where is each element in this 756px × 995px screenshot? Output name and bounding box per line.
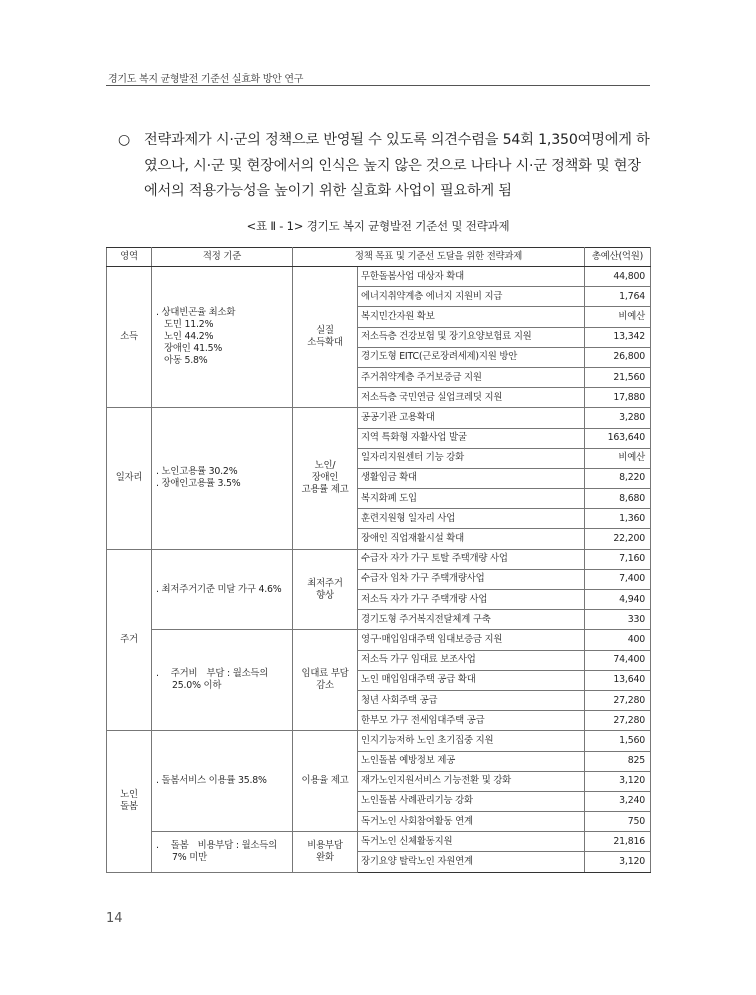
task-cell: 인지기능저하 노인 초기집중 지원 xyxy=(358,731,585,751)
criteria-line: 아동 5.8% xyxy=(164,355,208,367)
budget-cell: 400 xyxy=(585,630,651,650)
budget-cell: 1,560 xyxy=(585,731,651,751)
goal-line: 실질 xyxy=(316,325,334,337)
task-cell: 독거노인 사회참여활동 연계 xyxy=(358,812,585,832)
budget-cell: 21,560 xyxy=(585,367,651,387)
task-cell: 노인돌봄 예방정보 제공 xyxy=(358,751,585,771)
area-cell xyxy=(107,267,152,408)
budget-cell: 1,360 xyxy=(585,509,651,529)
goal-line: 고용률 제고 xyxy=(301,484,349,496)
budget-cell: 44,800 xyxy=(585,267,651,287)
table-row xyxy=(107,408,651,428)
task-cell: 영구·매입임대주택 임대보증금 지원 xyxy=(358,630,585,650)
budget-cell: 3,120 xyxy=(585,852,651,872)
area-cell xyxy=(107,731,152,872)
goal-line: 완화 xyxy=(316,851,334,863)
goal-cell xyxy=(293,549,358,630)
task-cell: 장기요양 탈락노인 자원연계 xyxy=(358,852,585,872)
criteria-line: . 상대빈곤율 최소화 xyxy=(156,307,236,319)
task-cell: 한부모 가구 전세임대주택 공급 xyxy=(358,711,585,731)
goal-cell xyxy=(293,408,358,549)
area-label: 돌봄 xyxy=(120,801,138,813)
task-cell: 장애인 직업재활시설 확대 xyxy=(358,529,585,549)
budget-cell: 21,816 xyxy=(585,832,651,852)
budget-cell: 13,640 xyxy=(585,670,651,690)
budget-cell: 163,640 xyxy=(585,428,651,448)
task-cell: 공공기관 고용확대 xyxy=(358,408,585,428)
header-area: 영역 xyxy=(107,248,152,267)
header-goal-tasks: 정책 목표 및 기준선 도달을 위한 전략과제 xyxy=(293,248,585,267)
paragraph-line: 에서의 적용가능성을 높이기 위한 실효화 사업이 필요하게 됨 xyxy=(144,183,512,199)
criteria-cell xyxy=(152,408,293,549)
header-divider xyxy=(106,85,650,86)
task-cell: 노인 매입임대주택 공급 확대 xyxy=(358,670,585,690)
goal-line: 장애인 xyxy=(311,472,339,484)
criteria-line: . 주거비 부담 : 월소득의 xyxy=(156,668,269,680)
budget-cell: 3,240 xyxy=(585,791,651,811)
task-cell: 재가노인지원서비스 기능전환 및 강화 xyxy=(358,771,585,791)
budget-cell: 비예산 xyxy=(585,307,651,327)
running-header: 경기도 복지 균형발전 기준선 실효화 방안 연구 xyxy=(108,74,304,85)
budget-cell: 27,280 xyxy=(585,690,651,710)
budget-cell: 13,342 xyxy=(585,327,651,347)
table-row xyxy=(107,549,651,569)
table-caption: <표 Ⅱ - 1> 경기도 복지 균형발전 기준선 및 전략과제 xyxy=(246,219,510,233)
goal-line: 비용부담 xyxy=(307,839,343,851)
task-cell: 수급자 자가 가구 토탈 주택개량 사업 xyxy=(358,549,585,569)
task-cell: 저소득층 국민연금 실업크레딧 지원 xyxy=(358,388,585,408)
criteria-line: . 최저주거기준 미달 가구 4.6% xyxy=(156,583,282,595)
area-label: 일자리 xyxy=(115,472,143,484)
page-number: 14 xyxy=(106,911,123,926)
goal-line: 향상 xyxy=(316,589,334,601)
circle-bullet-icon: ○ xyxy=(118,132,131,148)
header-criteria: 적정 기준 xyxy=(152,248,293,267)
task-cell: 수급자 임차 가구 주택개량사업 xyxy=(358,569,585,589)
header-budget: 총예산(억원) xyxy=(585,248,651,267)
table-row xyxy=(107,832,651,852)
budget-cell: 7,400 xyxy=(585,569,651,589)
goal-cell xyxy=(293,731,358,832)
task-cell: 일자리지원센터 기능 강화 xyxy=(358,448,585,468)
criteria-line: . 돌봄 비용부담 : 월소득의 xyxy=(156,839,277,851)
criteria-line: . 돌봄서비스 이용률 35.8% xyxy=(156,775,267,787)
task-cell: 지역 특화형 자활사업 발굴 xyxy=(358,428,585,448)
task-cell: 복지민간자원 확보 xyxy=(358,307,585,327)
area-label: 소득 xyxy=(120,331,138,343)
task-cell: 저소득 자가 가구 주택개량 사업 xyxy=(358,590,585,610)
goal-line: 소득확대 xyxy=(307,337,343,349)
budget-cell: 3,280 xyxy=(585,408,651,428)
budget-cell: 8,680 xyxy=(585,489,651,509)
criteria-line: . 노인고용률 30.2% xyxy=(156,466,238,478)
goal-line: 최저주거 xyxy=(307,577,343,589)
budget-cell: 7,160 xyxy=(585,549,651,569)
task-cell: 훈련지원형 일자리 사업 xyxy=(358,509,585,529)
strategy-table xyxy=(106,247,651,873)
task-cell: 독거노인 신체활동지원 xyxy=(358,832,585,852)
task-cell: 무한돌봄사업 대상자 확대 xyxy=(358,267,585,287)
task-cell: 주거취약계층 주거보증금 지원 xyxy=(358,367,585,387)
goal-line: 이용율 제고 xyxy=(301,775,349,787)
criteria-line: 25.0% 이하 xyxy=(172,680,222,692)
budget-cell: 26,800 xyxy=(585,347,651,367)
budget-cell: 74,400 xyxy=(585,650,651,670)
task-cell: 복지화폐 도입 xyxy=(358,489,585,509)
criteria-cell xyxy=(152,731,293,832)
goal-line: 임대료 부담 xyxy=(301,668,349,680)
criteria-line: 도민 11.2% xyxy=(164,319,214,331)
area-cell xyxy=(107,549,152,731)
criteria-cell xyxy=(152,267,293,408)
table-header-row xyxy=(107,248,651,267)
goal-line: 노인/ xyxy=(314,460,336,472)
criteria-line: 장애인 41.5% xyxy=(164,343,223,355)
task-cell: 노인돌봄 사례관리기능 강화 xyxy=(358,791,585,811)
table-row xyxy=(107,267,651,287)
goal-cell xyxy=(293,630,358,731)
paragraph-line: 였으나, 시·군 및 현장에서의 인식은 높지 않은 것으로 나타나 시·군 정책화 및 현장 xyxy=(144,157,641,174)
table-row xyxy=(107,731,651,751)
budget-cell: 1,764 xyxy=(585,287,651,307)
task-cell: 저소득층 건강보험 및 장기요양보험료 지원 xyxy=(358,327,585,347)
goal-cell xyxy=(293,832,358,872)
table-row xyxy=(107,630,651,650)
bullet-paragraph xyxy=(118,128,658,205)
criteria-cell xyxy=(152,832,293,872)
budget-cell: 17,880 xyxy=(585,388,651,408)
criteria-cell xyxy=(152,549,293,630)
criteria-line: 노인 44.2% xyxy=(164,331,214,343)
budget-cell: 8,220 xyxy=(585,468,651,488)
task-cell: 저소득 가구 임대료 보조사업 xyxy=(358,650,585,670)
budget-cell: 비예산 xyxy=(585,448,651,468)
task-cell: 생활임금 확대 xyxy=(358,468,585,488)
criteria-line: 7% 미만 xyxy=(172,851,207,863)
task-cell: 경기도형 EITC(근로장려세제)지원 방안 xyxy=(358,347,585,367)
goal-line: 감소 xyxy=(316,680,334,692)
budget-cell: 27,280 xyxy=(585,711,651,731)
budget-cell: 330 xyxy=(585,610,651,630)
goal-cell xyxy=(293,267,358,408)
budget-cell: 3,120 xyxy=(585,771,651,791)
area-cell xyxy=(107,408,152,549)
task-cell: 청년 사회주택 공급 xyxy=(358,690,585,710)
criteria-cell xyxy=(152,630,293,731)
budget-cell: 750 xyxy=(585,812,651,832)
budget-cell: 825 xyxy=(585,751,651,771)
budget-cell: 4,940 xyxy=(585,590,651,610)
budget-cell: 22,200 xyxy=(585,529,651,549)
paragraph-text xyxy=(144,128,658,205)
criteria-line: . 장애인고용률 3.5% xyxy=(156,478,241,490)
task-cell: 경기도형 주거복지전달체계 구축 xyxy=(358,610,585,630)
area-label: 노인 xyxy=(120,789,138,801)
paragraph-line: 전략과제가 시·군의 정책으로 반영될 수 있도록 의견수렴을 54회 1,350여명에게 하 xyxy=(144,132,650,148)
task-cell: 에너지취약계층 에너지 지원비 지급 xyxy=(358,287,585,307)
area-label: 주거 xyxy=(120,633,138,645)
